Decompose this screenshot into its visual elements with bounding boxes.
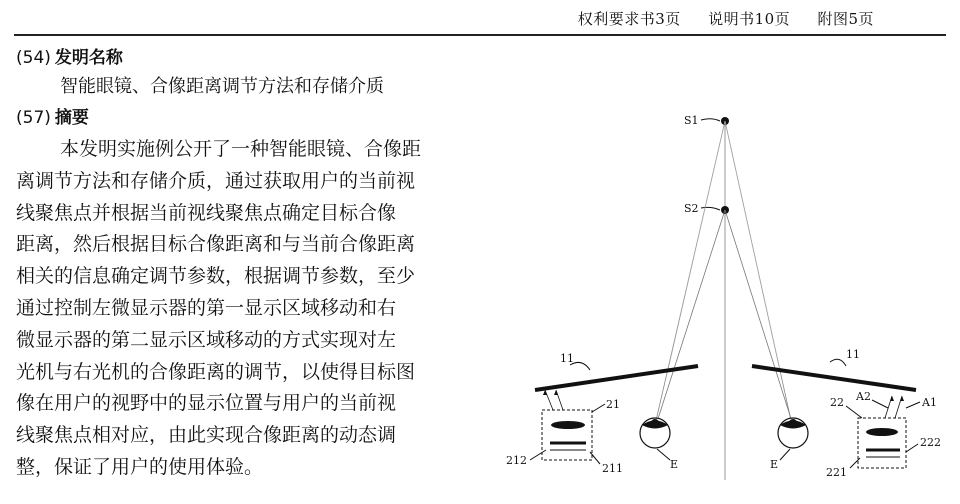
description-page-count: 说明书10页 (708, 10, 791, 28)
bibliographic-text (16, 44, 486, 484)
abstract-line: 像在用户的视野中的显示位置与用户的当前视 (16, 392, 397, 415)
left-eye (640, 418, 670, 448)
page-header (0, 0, 960, 40)
invention-title: 智能眼镜、合像距离调节方法和存储介质 (60, 76, 384, 97)
s2-label: S2 (684, 202, 699, 215)
abstract-line: 离调节方法和存储介质，通过获取用户的当前视 (16, 169, 416, 192)
sightline-s2-left (656, 210, 725, 425)
claims-page-count: 权利要求书3页 (577, 10, 681, 28)
optic-22-leader (846, 406, 862, 418)
abstract-line: 光机与右光机的合像距离的调节，以使得目标图 (16, 360, 416, 383)
optic-21-leader (592, 404, 605, 412)
abstract-line: 线聚焦点相对应，由此实现合像距离的动态调 (16, 424, 397, 447)
right-eye-label: E (770, 458, 779, 471)
abstract-line: 微显示器的第二显示区域移动的方式实现对左 (16, 328, 397, 351)
optics-diagram (490, 40, 960, 504)
section-number: (57) (16, 108, 51, 128)
optic-211-label: 211 (602, 462, 623, 475)
abstract-line: 本发明实施例公开了一种智能眼镜、合像距 (60, 138, 422, 160)
right-lens-leader (830, 359, 846, 366)
optic-222-leader (906, 444, 918, 452)
abstract-line: 相关的信息确定调节参数，根据调节参数，至少 (16, 265, 416, 288)
optic-a2-label: A2 (856, 390, 871, 403)
section-number: (54) (16, 48, 51, 68)
optic-21-label: 21 (606, 398, 620, 411)
section-heading-text: 摘要 (54, 108, 89, 128)
s2-leader-line (701, 207, 720, 210)
left-optical-engine (542, 390, 592, 460)
abstract-line: 距离，然后根据目标合像距离和与当前合像距离 (16, 233, 416, 256)
optic-22-label: 22 (830, 396, 844, 409)
right-lens-label: 11 (846, 348, 860, 361)
header-divider (14, 34, 946, 36)
section-heading-text: 发明名称 (54, 48, 123, 68)
s1-leader-line (701, 119, 720, 121)
drawings-page-count: 附图5页 (817, 10, 874, 28)
sightline-s1-right-inner (725, 121, 780, 370)
left-eye-label: E (670, 458, 679, 471)
invention-name-heading (16, 44, 486, 72)
abstract-line: 通过控制左微显示器的第一显示区域移动和右 (16, 296, 397, 319)
right-optical-engine (858, 396, 906, 468)
left-lens-11 (535, 366, 698, 390)
page-counts (556, 8, 874, 29)
optic-a1-leader (906, 402, 920, 408)
abstract-line: 整，保证了用户的使用体验。 (16, 455, 264, 478)
optic-212-label: 212 (506, 454, 527, 467)
s1-label: S1 (684, 114, 699, 127)
optic-221-label: 221 (826, 466, 847, 479)
optic-212-leader (530, 450, 546, 460)
abstract-heading (16, 104, 486, 132)
optic-222-label: 222 (920, 436, 941, 449)
optic-a1-label: A1 (922, 396, 937, 409)
right-eye-leader (780, 449, 790, 460)
abstract-body (16, 134, 486, 484)
sightline-s2-right (725, 210, 793, 425)
sightline-s1-left-inner (668, 121, 725, 370)
left-eye-leader (657, 449, 670, 460)
optic-a2-leader (872, 400, 888, 408)
right-lens-11 (752, 366, 916, 390)
right-eye (778, 418, 808, 448)
left-lens-label: 11 (560, 352, 574, 365)
abstract-line: 线聚焦点并根据当前视线聚焦点确定目标合像 (16, 201, 397, 224)
abstract-figure (490, 40, 960, 504)
